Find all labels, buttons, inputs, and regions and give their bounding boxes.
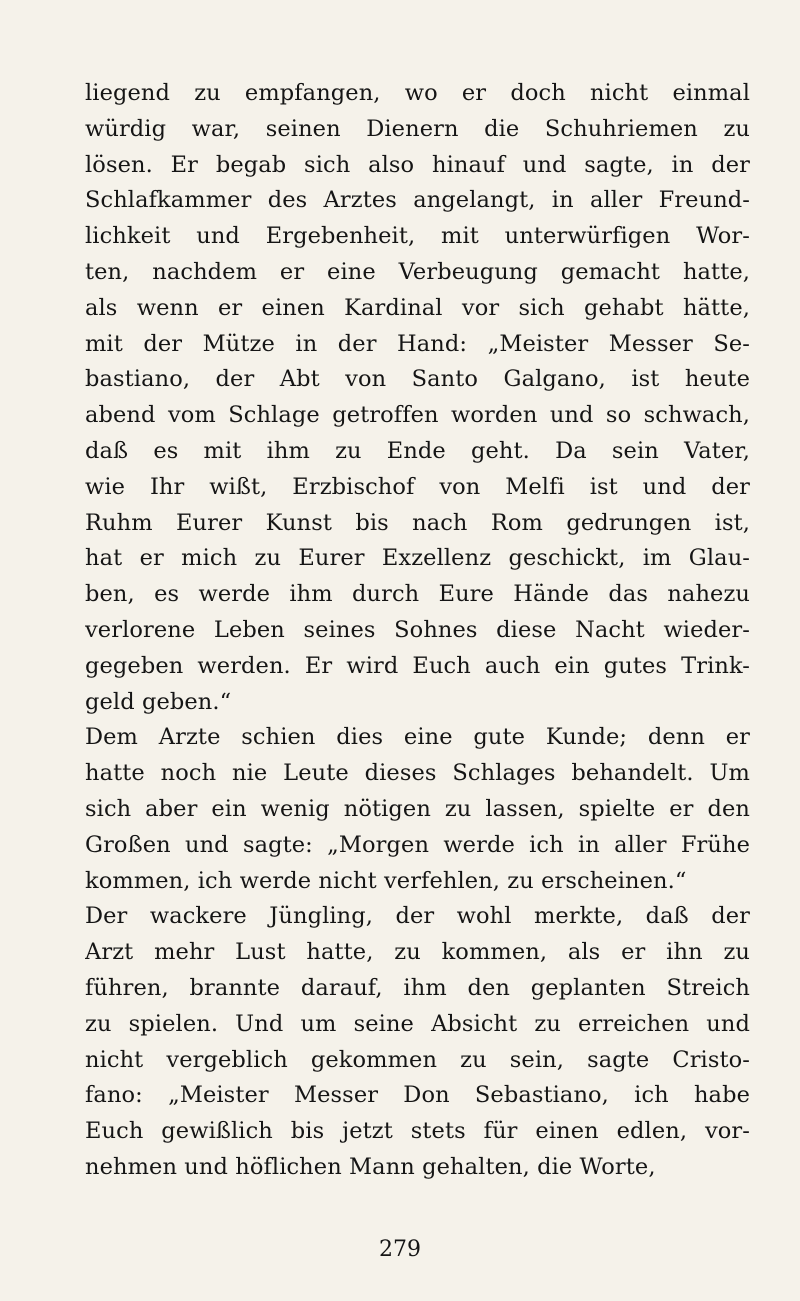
text-line: daß es mit ihm zu Ende geht. Da sein Vater, xyxy=(85,437,750,464)
text-line: würdig war, seinen Dienern die Schuhriemen zu xyxy=(85,115,750,142)
text-line: fano: „Meister Messer Don Sebastiano, ich habe xyxy=(85,1082,750,1109)
text-line: ben, es werde ihm durch Eure Hände das nahezu xyxy=(85,581,750,608)
text-line: hatte noch nie Leute dieses Schlages behandelt. Um xyxy=(85,760,750,787)
text-line: Der wackere Jüngling, der wohl merkte, daß der xyxy=(85,903,750,930)
text-line: mit der Mütze in der Hand: „Meister Messer Se- xyxy=(85,330,750,357)
text-line: Dem Arzte schien dies eine gute Kunde; denn er xyxy=(85,724,750,751)
text-line: wie Ihr wißt, Erzbischof von Melfi ist und der xyxy=(85,473,750,500)
text-line: geld geben.“ xyxy=(85,688,232,715)
text-line: liegend zu empfangen, wo er doch nicht einmal xyxy=(85,80,750,106)
text-line: Schlafkammer des Arztes angelangt, in aller Freund- xyxy=(85,187,750,214)
text-line: bastiano, der Abt von Santo Galgano, ist heute xyxy=(85,366,750,393)
text-line: Arzt mehr Lust hatte, zu kommen, als er ihn zu xyxy=(85,939,750,966)
text-line: Ruhm Eurer Kunst bis nach Rom gedrungen ist, xyxy=(85,509,750,536)
text-line: gegeben werden. Er wird Euch auch ein gutes Trink- xyxy=(85,652,750,679)
text-line: zu spielen. Und um seine Absicht zu erreichen und xyxy=(85,1010,750,1037)
text-line: nehmen und höflichen Mann gehalten, die Worte, xyxy=(85,1153,656,1180)
text-line: abend vom Schlage getroffen worden und so schwach, xyxy=(85,402,750,429)
text-line: kommen, ich werde nicht verfehlen, zu erscheinen.“ xyxy=(85,867,687,894)
text-line: lösen. Er begab sich also hinauf und sagte, in der xyxy=(85,151,750,178)
text-line: ten, nachdem er eine Verbeugung gemacht hatte, xyxy=(85,258,750,285)
page-number: 279 xyxy=(379,1237,421,1262)
text-line: hat er mich zu Eurer Exzellenz geschickt, im Glau- xyxy=(85,545,750,572)
text-line: Euch gewißlich bis jetzt stets für einen edlen, vor- xyxy=(85,1118,750,1145)
text-line: führen, brannte darauf, ihm den geplanten Streich xyxy=(85,974,750,1001)
text-line: lichkeit und Ergebenheit, mit unterwürfigen Wor- xyxy=(85,223,750,250)
body-text xyxy=(85,76,750,1186)
text-line: verlorene Leben seines Sohnes diese Nacht wieder- xyxy=(85,616,750,643)
text-line: sich aber ein wenig nötigen zu lassen, spielte er den xyxy=(85,795,750,822)
text-line: als wenn er einen Kardinal vor sich gehabt hätte, xyxy=(85,294,750,321)
text-line: Großen und sagte: „Morgen werde ich in aller Frühe xyxy=(85,831,750,858)
text-line: nicht vergeblich gekommen zu sein, sagte Cristo- xyxy=(85,1046,750,1073)
